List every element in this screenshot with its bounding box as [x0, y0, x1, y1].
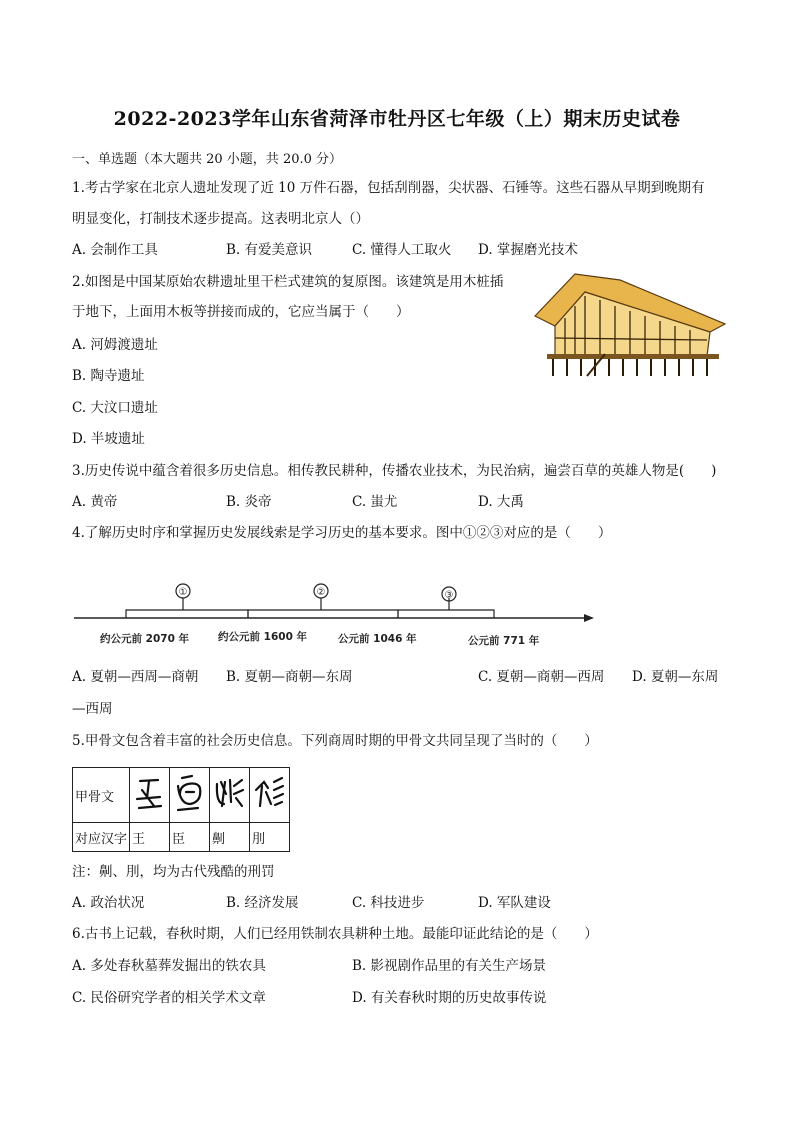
timeline-label-3: 公元前 1046 年	[338, 633, 417, 645]
q4-option-c[interactable]: C. 夏朝—商朝—西周	[478, 669, 605, 685]
q3-stem: 3.历史传说中蕴含着很多历史信息。相传教民耕种，传播农业技术，为民治病，遍尝百草的英雄人物是( )	[72, 463, 717, 479]
q6-option-b[interactable]: B. 影视剧作品里的有关生产场景	[352, 958, 547, 974]
q1-option-d[interactable]: D. 掌握磨光技术	[478, 242, 578, 258]
q1-stem-line2: 明显变化，打制技术逐步提高。这表明北京人（）	[72, 211, 369, 227]
q2-stem-line1: 2.如图是中国某原始农耕遗址里干栏式建筑的复原图。该建筑是用木桩插	[72, 274, 504, 290]
q5-option-c[interactable]: C. 科技进步	[352, 895, 425, 911]
q4-stem: 4.了解历史时序和掌握历史发展线索是学习历史的基本要求。图中①②③对应的是（ ）	[72, 525, 612, 541]
char-yue: 刖	[250, 823, 290, 852]
oracle-glyph-chen	[170, 768, 210, 823]
q2-option-c[interactable]: C. 大汶口遗址	[72, 400, 158, 416]
q3-option-a[interactable]: A. 黄帝	[72, 494, 118, 510]
q5-note: 注：劓、刖，均为古代残酷的刑罚	[72, 864, 275, 880]
section-heading: 一、单选题（本大题共 20 小题，共 20.0 分）	[72, 152, 343, 167]
q3-option-c[interactable]: C. 蚩尤	[352, 494, 398, 510]
oracle-glyph-yi	[210, 768, 250, 823]
page-title: 2022-2023学年山东省菏泽市牡丹区七年级（上）期末历史试卷	[113, 108, 681, 130]
oracle-row-label: 甲骨文	[73, 768, 130, 823]
q3-option-d[interactable]: D. 大禹	[478, 494, 524, 510]
timeline-label-2: 约公元前 1600 年	[218, 631, 308, 643]
q1-option-c[interactable]: C. 懂得人工取火	[352, 242, 452, 258]
oracle-glyph-yue	[250, 768, 290, 823]
q5-option-d[interactable]: D. 军队建设	[478, 895, 551, 911]
q6-option-c[interactable]: C. 民俗研究学者的相关学术文章	[72, 990, 266, 1006]
char-chen: 臣	[170, 823, 210, 852]
q6-stem: 6.古书上记载，春秋时期，人们已经用铁制农具耕种土地。最能印证此结论的是（ ）	[72, 926, 598, 942]
oracle-glyph-wang	[130, 768, 170, 823]
q2-option-a[interactable]: A. 河姆渡遗址	[72, 337, 158, 353]
q1-option-b[interactable]: B. 有爱美意识	[226, 242, 313, 258]
oracle-bone-table	[72, 767, 290, 852]
q2-stem-line2: 于地下，上面用木板等拼接而成的，它应当属于（ ）	[72, 304, 410, 320]
q5-stem: 5.甲骨文包含着丰富的社会历史信息。下列商周时期的甲骨文共同呈现了当时的（ ）	[72, 733, 598, 749]
timeline-label-1: 约公元前 2070 年	[100, 633, 190, 645]
q4-option-a[interactable]: A. 夏朝—西周—商朝	[72, 669, 199, 685]
q4-option-b[interactable]: B. 夏朝—商朝—东周	[226, 669, 353, 685]
timeline-label-4: 公元前 771 年	[468, 635, 540, 647]
timeline-mark-3: ③	[444, 590, 454, 601]
q4-option-d-wrap: —西周	[72, 701, 113, 717]
timeline-diagram	[72, 576, 596, 650]
char-wang: 王	[130, 823, 170, 852]
q6-option-d[interactable]: D. 有关春秋时期的历史故事传说	[352, 990, 547, 1006]
stilt-house-image	[525, 266, 730, 378]
char-yi: 劓	[210, 823, 250, 852]
q3-option-b[interactable]: B. 炎帝	[226, 494, 272, 510]
q5-option-a[interactable]: A. 政治状况	[72, 895, 145, 911]
q6-option-a[interactable]: A. 多处春秋墓葬发掘出的铁农具	[72, 958, 266, 974]
q1-stem-line1: 1.考古学家在北京人遗址发现了近 10 万件石器，包括刮削器，尖状器、石锤等。这些石器从早期到晚期有	[72, 180, 705, 196]
q5-option-b[interactable]: B. 经济发展	[226, 895, 299, 911]
q1-option-a[interactable]: A. 会制作工具	[72, 242, 158, 258]
timeline-mark-1: ①	[178, 587, 188, 598]
oracle-row2-label: 对应汉字	[73, 823, 130, 852]
q2-option-b[interactable]: B. 陶寺遗址	[72, 368, 145, 384]
q2-option-d[interactable]: D. 半坡遗址	[72, 431, 145, 447]
timeline-mark-2: ②	[316, 587, 326, 598]
q4-option-d[interactable]: D. 夏朝—东周	[632, 669, 719, 685]
